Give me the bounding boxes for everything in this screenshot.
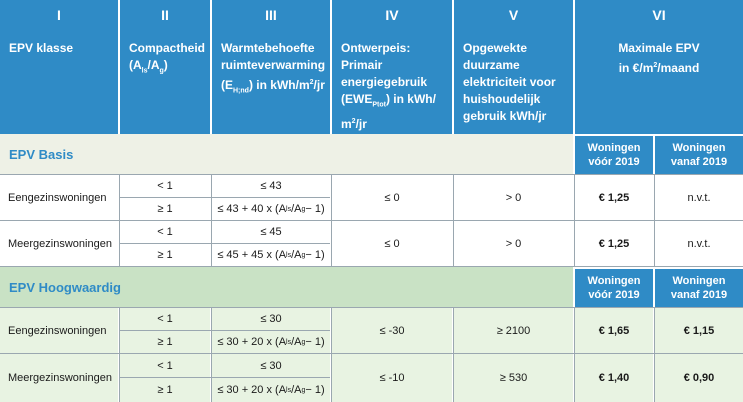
epv-voor-2019: € 1,40	[575, 354, 653, 402]
row-label: Meergezinswoningen	[0, 221, 118, 266]
primair-energiegebruik: ≤ 0	[332, 221, 452, 266]
primair-energiegebruik: ≤ -30	[332, 308, 452, 353]
warmtebehoefte-formula: ≤ 30 + 20 x (A ls /A g − 1)	[212, 378, 330, 402]
header-warmtebehoefte-unit: $(E_{H;nd})$ in kWh/$m^2/jr$	[221, 78, 325, 95]
roman-col-5: V	[454, 0, 573, 30]
header-opgewekte-line2: duurzame	[463, 58, 520, 72]
epv-vanaf-2019: n.v.t.	[655, 175, 743, 220]
grid-line	[120, 197, 330, 198]
warmtebehoefte-formula: ≤ 43 + 40 x (A ls /A g − 1)	[212, 198, 330, 220]
section-title-epv-hoogwaardig: EPV Hoogwaardig	[0, 267, 573, 307]
compactheid-ge: ≥ 1	[120, 244, 210, 266]
subheader-woningen-voor-2019: Woningen vóór 2019	[575, 269, 653, 307]
grid-line	[0, 220, 743, 221]
row-label: Eengezinswoningen	[0, 308, 118, 353]
header-maximale-epv-line2: in $€/m^2$/maand	[618, 61, 700, 75]
header-ontwerpeis-line3: energiegebruik	[341, 75, 428, 89]
grid-line	[453, 175, 454, 266]
grid-line	[119, 175, 120, 266]
header-opgewekte-line3: elektriciteit voor	[463, 75, 556, 89]
header-opgewekte-line5: gebruik kWh/jr	[463, 109, 547, 123]
grid-line	[0, 353, 743, 354]
header-epv-klasse	[0, 30, 118, 134]
row-label: Meergezinswoningen	[0, 354, 118, 402]
header-opgewekte-line4: huishoudelijk	[463, 92, 541, 106]
grid-line	[211, 175, 212, 266]
warmtebehoefte-formula: ≤ 45 + 45 x (A ls /A g − 1)	[212, 244, 330, 266]
epv-vanaf-2019: € 0,90	[655, 354, 743, 402]
primair-energiegebruik: ≤ -10	[332, 354, 452, 402]
compactheid-ge: ≥ 1	[120, 378, 210, 402]
header-opgewekte-line1: Opgewekte	[463, 41, 528, 55]
epv-voor-2019: € 1,25	[575, 221, 653, 266]
grid-line	[654, 308, 655, 402]
epv-vanaf-2019: n.v.t.	[655, 221, 743, 266]
warmtebehoefte-limit: ≤ 43	[212, 175, 330, 197]
grid-line	[119, 308, 120, 402]
grid-line	[0, 266, 743, 267]
grid-line	[120, 330, 330, 331]
grid-line	[453, 308, 454, 402]
compactheid-lt: < 1	[120, 221, 210, 243]
warmtebehoefte-formula: ≤ 30 + 20 x (A ls /A g − 1)	[212, 331, 330, 353]
header-compactheid-title: Compactheid	[129, 41, 206, 55]
roman-col-6: VI	[575, 0, 743, 30]
header-ontwerpeis-line1: Ontwerpeis:	[341, 41, 411, 55]
compactheid-lt: < 1	[120, 308, 210, 330]
header-compactheid-formula: $(A_{ls}/A_g)$	[129, 58, 168, 75]
header-compactheid	[120, 30, 210, 134]
opgewekte-elektriciteit: ≥ 2100	[454, 308, 573, 353]
header-warmtebehoefte	[212, 30, 330, 134]
warmtebehoefte-limit: ≤ 30	[212, 354, 330, 377]
header-ontwerpeis-line2: Primair	[341, 58, 383, 72]
grid-line	[120, 377, 330, 378]
grid-line	[654, 175, 655, 266]
epv-voor-2019: € 1,25	[575, 175, 653, 220]
primair-energiegebruik: ≤ 0	[332, 175, 452, 220]
roman-col-4: IV	[332, 0, 452, 30]
header-epv-klasse-text: EPV klasse	[9, 41, 74, 55]
header-warmtebehoefte-line1: Warmtebehoefte	[221, 41, 315, 55]
header-ontwerpeis	[332, 30, 452, 134]
header-warmtebehoefte-line2: ruimteverwarming	[221, 58, 326, 72]
warmtebehoefte-limit: ≤ 45	[212, 221, 330, 243]
header-maximale-epv-line1: Maximale EPV	[618, 41, 700, 55]
grid-line	[331, 175, 332, 266]
compactheid-ge: ≥ 1	[120, 331, 210, 353]
grid-line	[0, 307, 743, 308]
roman-col-2: II	[120, 0, 210, 30]
header-maximale-epv	[575, 30, 743, 134]
grid-line	[211, 308, 212, 402]
header-ontwerpeis-unit2: $m^2/jr$	[341, 117, 367, 132]
roman-col-1: I	[0, 0, 118, 30]
compactheid-lt: < 1	[120, 354, 210, 377]
opgewekte-elektriciteit: ≥ 530	[454, 354, 573, 402]
warmtebehoefte-limit: ≤ 30	[212, 308, 330, 330]
grid-line	[331, 308, 332, 402]
grid-line	[574, 175, 575, 266]
opgewekte-elektriciteit: > 0	[454, 221, 573, 266]
header-ontwerpeis-unit: $(EWE_{Ptot})$ in kWh/	[341, 92, 436, 109]
grid-line	[120, 243, 330, 244]
row-label: Eengezinswoningen	[0, 175, 118, 220]
header-opgewekte	[454, 30, 573, 134]
epv-vanaf-2019: € 1,15	[655, 308, 743, 353]
roman-col-3: III	[212, 0, 330, 30]
compactheid-lt: < 1	[120, 175, 210, 197]
subheader-woningen-vanaf-2019: Woningen vanaf 2019	[655, 136, 743, 174]
compactheid-ge: ≥ 1	[120, 198, 210, 220]
subheader-woningen-voor-2019: Woningen vóór 2019	[575, 136, 653, 174]
grid-line	[574, 308, 575, 402]
grid-line	[0, 174, 743, 175]
section-title-epv-basis: EPV Basis	[0, 134, 573, 174]
epv-voor-2019: € 1,65	[575, 308, 653, 353]
opgewekte-elektriciteit: > 0	[454, 175, 573, 220]
subheader-woningen-vanaf-2019: Woningen vanaf 2019	[655, 269, 743, 307]
